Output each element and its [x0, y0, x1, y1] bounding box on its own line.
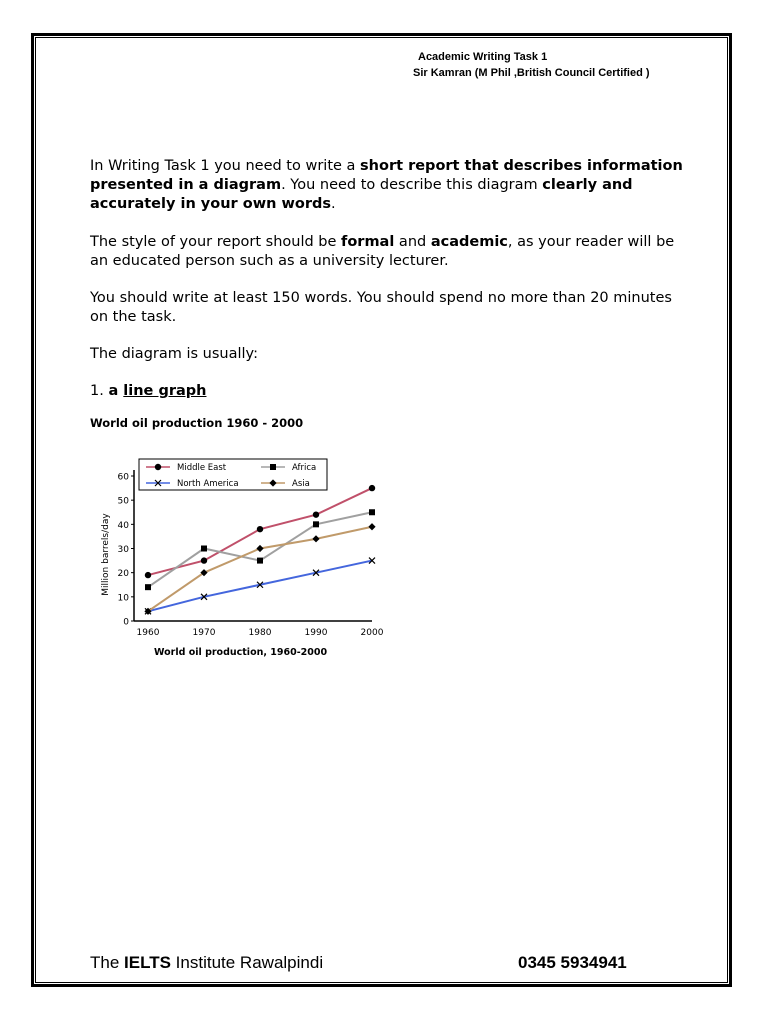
y-tick-label: 30 [117, 545, 129, 555]
chart-title: World oil production, 1960-2000 [154, 647, 328, 658]
footer-phone: 0345 5934941 [518, 953, 627, 972]
x-tick-label: 1980 [248, 628, 272, 638]
data-point [312, 535, 319, 542]
y-tick-label: 50 [117, 496, 129, 507]
data-point [313, 511, 319, 517]
y-tick-label: 20 [117, 569, 129, 580]
legend-marker [270, 464, 276, 470]
legend-label: North America [177, 479, 239, 489]
data-point [368, 523, 375, 530]
y-tick-label: 60 [117, 472, 129, 483]
data-point [369, 485, 375, 491]
x-tick-label: 1990 [304, 628, 328, 638]
y-tick-label: 0 [123, 617, 129, 628]
header-task-title: Academic Writing Task 1 [418, 51, 548, 63]
x-tick-label: 2000 [360, 628, 384, 638]
word-count-paragraph: You should write at least 150 words. You should spend no more than 20 minutes on the task. [90, 290, 672, 325]
data-point [369, 509, 375, 515]
series-line [148, 527, 372, 612]
data-point [257, 558, 263, 564]
style-paragraph: The style of your report should be formal and academic, as your reader will be an educated person such as a university lecturer. [90, 234, 675, 269]
x-tick-label: 1970 [192, 628, 216, 638]
data-point [201, 557, 207, 563]
data-point [256, 545, 263, 552]
data-point [145, 572, 151, 578]
data-point [257, 526, 263, 532]
y-tick-label: 40 [117, 520, 129, 531]
y-tick-label: 10 [117, 593, 129, 604]
diagram-intro-paragraph: The diagram is usually: [90, 346, 258, 362]
legend-marker [155, 464, 161, 470]
y-axis-label: Million barrels/day [101, 513, 111, 596]
figure-title: World oil production 1960 - 2000 [90, 416, 304, 430]
intro-paragraph: In Writing Task 1 you need to write a short report that describes information presented in a diagram. You need to describe this diagram clearly and accurately in your own words. [90, 158, 683, 212]
data-point [313, 521, 319, 527]
series-line [148, 561, 372, 612]
legend-label: Africa [292, 463, 317, 473]
oil-production-line-chart [96, 455, 396, 665]
footer-institute: The IELTS Institute Rawalpindi [90, 953, 324, 972]
list-item-line-graph: 1. a line graph [90, 383, 207, 399]
data-point [145, 584, 151, 590]
header-author: Sir Kamran (M Phil ,British Council Certified ) [413, 67, 650, 79]
x-tick-label: 1960 [136, 628, 160, 638]
legend-label: Middle East [177, 463, 227, 473]
data-point [201, 546, 207, 552]
legend-label: Asia [292, 479, 310, 489]
